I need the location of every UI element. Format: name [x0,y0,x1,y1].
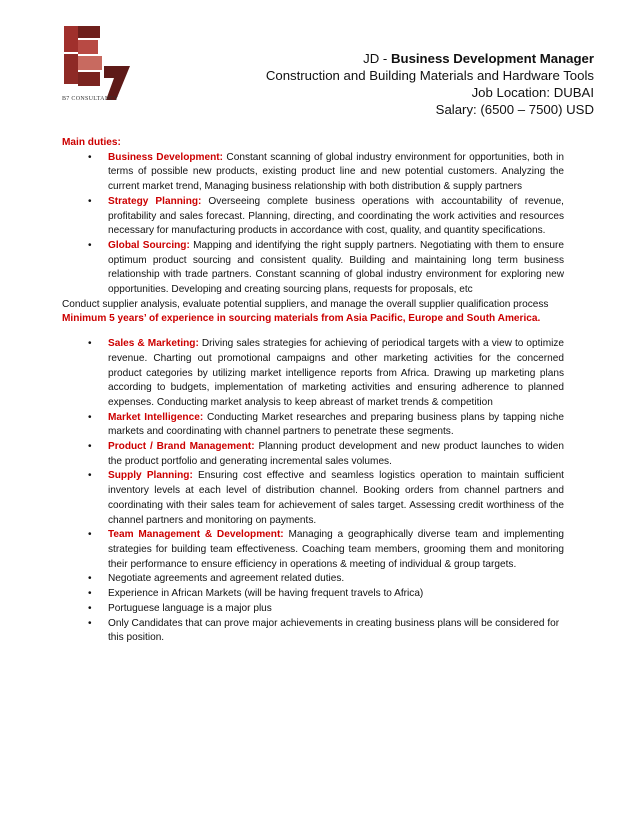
duty-label: Global Sourcing: [108,239,190,251]
duty-label: Supply Planning: [108,470,193,482]
duty-label: Market Intelligence: [108,411,204,423]
main-duties-heading: Main duties: [62,137,121,148]
jd-prefix: JD - [363,51,391,66]
list-item [62,528,564,572]
list-item [62,195,564,239]
job-salary: Salary: (6500 – 7500) USD [435,102,594,117]
duty-text: Ensuring cost effective and seamless logistics operation to maintain sufficient inventory levels at each level of distribution channel. Booking orders from channel partners and coordinating with their sales team for achievement of sales target. Assessing credit worthiness of the channel partners and monitoring on payments. [108,470,564,526]
duty-label: Team Management & Development: [108,529,284,541]
duty-text: Conducting Market researches and preparing business plans by tapping niche markets and coordinating with channel partners to penetrate these segments. [108,411,564,438]
list-item [62,469,564,528]
duty-text: Negotiate agreements and agreement related duties. [108,573,345,585]
duty-label: Strategy Planning: [108,195,202,207]
job-header [266,50,594,118]
job-sector: Construction and Building Materials and Hardware Tools [265,68,594,83]
job-description-body [62,136,564,646]
list-item [62,337,564,411]
duty-text: Planning product development and new product launches to widen the product portfolio and generating incremental sales volumes. [108,441,564,467]
main-duties-list [62,151,564,298]
list-item [62,617,564,646]
duty-label: Business Development: [108,151,224,163]
duty-text: Portuguese language is a major plus [108,602,272,614]
list-item [62,411,564,440]
duty-label: Sales & Marketing: [108,338,199,350]
company-logo [62,22,132,102]
duty-text: Mapping and identifying the right supply partners. Negotiating with them to ensure optimum product sourcing and consistent quality. Building and maintaining long term business relationship with trade partners. Constant scanning of global industry environment for exploring new opportunities. Developing and creating sourcing plans, requests for proposals, etc [108,239,565,296]
sourcing-continuation: Conduct supplier analysis, evaluate potential suppliers, and manage the overall supplier qualification process [62,298,549,310]
company-logo-text: B7 CONSULTANCY [62,96,119,102]
duty-text: Managing a geographically diverse team and implementing strategies for building team effectiveness. Coaching team members, grooming them and monitoring their performance to ensure efficiency in operations & meeting of individual & group targets. [108,529,564,570]
additional-duties-list [62,337,564,646]
job-location: Job Location: DUBAI [471,85,594,100]
duty-text: Only Candidates that can prove major achievements in creating business plans will be considered for this position. [108,617,560,644]
list-item [62,239,564,298]
duty-text: Experience in African Markets (will be having frequent travels to Africa) [108,588,424,600]
duty-label: Product / Brand Management: [108,441,255,453]
list-item [62,440,564,469]
duty-text: Constant scanning of global industry environment for opportunities, both in terms of possible new products, existing product line and new potential customers. Analyzing the current market trend, Managing business relationship with both distribution & supply partners [108,151,564,193]
duty-text: Driving sales strategies for achieving of periodical targets with a view to optimize revenue. Charting out promotional campaigns and other marketing activities for the concerned product categories by utilizing market intelligence reports from Africa. Drawing up marketing plans according to budgets, implementation of marketing activities and ensuring adherence to planned expenses. Conducting market analysis to keep abreast of market trends & competition [108,338,565,408]
list-item [62,151,564,195]
experience-requirement: Minimum 5 years’ of experience in sourcing materials from Asia Pacific, Europe and South America. [62,313,541,325]
job-title: Business Development Manager [390,51,594,66]
job-title-line [266,50,594,67]
duty-text: Overseeing complete business operations with accountability of revenue, profitability and sales forecast. Planning, directing, and coordinating the work activities and resources necessary for manufacturing products in accordance with cost, quality, and quantity specifications. [108,195,564,237]
list-item [62,602,564,617]
list-item [62,587,564,602]
list-item [62,572,564,587]
